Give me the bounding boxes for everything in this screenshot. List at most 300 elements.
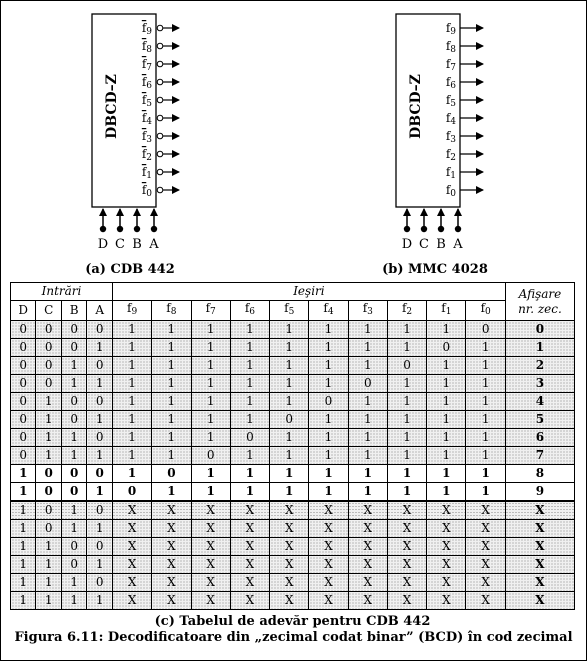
output-cell: X bbox=[466, 501, 505, 520]
input-col-header: A bbox=[87, 301, 113, 321]
chip_b-input-dot bbox=[455, 226, 461, 232]
chip_a-title: DBCD–Z bbox=[104, 74, 120, 139]
output-cell: X bbox=[427, 574, 466, 592]
input-cell: 1 bbox=[36, 556, 61, 574]
output-cell: X bbox=[191, 520, 230, 538]
input-cell: 0 bbox=[11, 411, 36, 429]
chip-cdb442 bbox=[92, 14, 179, 252]
input-cell: 1 bbox=[87, 592, 113, 610]
input-cell: 0 bbox=[87, 538, 113, 556]
output-cell: 1 bbox=[309, 465, 348, 483]
chip_a-inversion-bubble bbox=[157, 151, 163, 157]
figure-caption: Figura 6.11: Decodificatoare din „zecimal codat binar” (BCD) în cod zecimal bbox=[14, 630, 573, 645]
output-cell: X bbox=[112, 574, 151, 592]
chip_a-input-label: C bbox=[115, 237, 125, 252]
output-cell: 1 bbox=[466, 375, 505, 393]
input-cell: 0 bbox=[87, 429, 113, 447]
input-cell: 0 bbox=[61, 538, 86, 556]
input-cell: 0 bbox=[61, 411, 86, 429]
output-cell: X bbox=[309, 538, 348, 556]
output-cell: 1 bbox=[191, 483, 230, 502]
input-cell: 0 bbox=[87, 393, 113, 411]
input-cell: 0 bbox=[11, 321, 36, 339]
output-cell: X bbox=[152, 520, 191, 538]
output-cell: 1 bbox=[348, 483, 387, 502]
display-cell: 6 bbox=[505, 429, 574, 447]
chip_a-inversion-bubble bbox=[157, 133, 163, 139]
table-row bbox=[11, 574, 575, 592]
input-cell: 1 bbox=[36, 429, 61, 447]
output-cell: X bbox=[270, 592, 309, 610]
display-cell: X bbox=[505, 556, 574, 574]
output-cell: 1 bbox=[230, 321, 269, 339]
output-cell: 1 bbox=[466, 339, 505, 357]
output-cell: X bbox=[466, 592, 505, 610]
truth-table bbox=[10, 282, 575, 632]
input-cell: 1 bbox=[11, 483, 36, 502]
input-cell: 0 bbox=[36, 357, 61, 375]
chip_a-inversion-bubble bbox=[157, 169, 163, 175]
output-cell: X bbox=[112, 501, 151, 520]
output-cell: 1 bbox=[191, 465, 230, 483]
output-cell: 1 bbox=[191, 321, 230, 339]
input-cell: 0 bbox=[61, 321, 86, 339]
output-cell: 1 bbox=[348, 339, 387, 357]
table-row bbox=[11, 465, 575, 483]
output-cell: 0 bbox=[387, 357, 426, 375]
output-cell: X bbox=[387, 501, 426, 520]
output-cell: 1 bbox=[427, 411, 466, 429]
output-cell: X bbox=[230, 592, 269, 610]
input-cell: 1 bbox=[11, 465, 36, 483]
output-cell: X bbox=[152, 556, 191, 574]
output-cell: 1 bbox=[427, 465, 466, 483]
output-cell: 1 bbox=[309, 447, 348, 465]
output-cell: 0 bbox=[270, 411, 309, 429]
input-cell: 1 bbox=[61, 574, 86, 592]
table-caption: (c) Tabelul de adevăr pentru CDB 442 bbox=[154, 613, 431, 629]
output-cell: X bbox=[270, 501, 309, 520]
output-cell: 1 bbox=[309, 429, 348, 447]
output-cell: X bbox=[112, 592, 151, 610]
input-cell: 1 bbox=[11, 574, 36, 592]
output-cell: 1 bbox=[387, 375, 426, 393]
output-cell: 1 bbox=[387, 483, 426, 502]
output-cell: 1 bbox=[270, 339, 309, 357]
input-cell: 0 bbox=[11, 447, 36, 465]
input-cell: 1 bbox=[11, 592, 36, 610]
output-col-header: $\overline{f}_6$ bbox=[230, 301, 269, 321]
output-cell: 1 bbox=[427, 357, 466, 375]
output-cell: 1 bbox=[191, 411, 230, 429]
output-cell: 1 bbox=[230, 465, 269, 483]
output-cell: 1 bbox=[387, 393, 426, 411]
chip_a-inversion-bubble bbox=[157, 97, 163, 103]
output-cell: X bbox=[427, 520, 466, 538]
chip_a-output-label: f5 bbox=[141, 93, 152, 109]
output-cell: 1 bbox=[112, 447, 151, 465]
display-cell: 9 bbox=[505, 483, 574, 502]
output-cell: 1 bbox=[270, 393, 309, 411]
column-header-row bbox=[11, 301, 575, 321]
output-cell: X bbox=[152, 501, 191, 520]
chip_b-output-label: f5 bbox=[445, 93, 456, 109]
output-cell: 1 bbox=[348, 321, 387, 339]
output-cell: X bbox=[427, 501, 466, 520]
input-cell: 1 bbox=[11, 520, 36, 538]
output-cell: X bbox=[230, 574, 269, 592]
output-cell: 1 bbox=[112, 321, 151, 339]
output-cell: 1 bbox=[466, 447, 505, 465]
input-cell: 0 bbox=[36, 501, 61, 520]
input-cell: 1 bbox=[87, 556, 113, 574]
output-cell: 0 bbox=[309, 393, 348, 411]
output-cell: 1 bbox=[230, 357, 269, 375]
output-cell: X bbox=[387, 556, 426, 574]
input-cell: 0 bbox=[61, 465, 86, 483]
output-cell: X bbox=[427, 556, 466, 574]
chip_a-output-label: f7 bbox=[141, 57, 152, 73]
display-cell: 3 bbox=[505, 375, 574, 393]
input-cell: 0 bbox=[87, 574, 113, 592]
output-cell: 1 bbox=[387, 447, 426, 465]
output-cell: 1 bbox=[427, 429, 466, 447]
chip_b-output-label: f3 bbox=[445, 129, 456, 145]
output-cell: 0 bbox=[427, 339, 466, 357]
output-cell: 1 bbox=[152, 411, 191, 429]
input-cell: 0 bbox=[36, 321, 61, 339]
display-cell: X bbox=[505, 592, 574, 610]
output-cell: 1 bbox=[387, 321, 426, 339]
chip_b-input-dot bbox=[438, 226, 444, 232]
output-cell: 1 bbox=[466, 483, 505, 502]
chip_a-output-label: f9 bbox=[141, 21, 152, 37]
input-cell: 1 bbox=[36, 538, 61, 556]
output-cell: X bbox=[309, 592, 348, 610]
output-cell: X bbox=[112, 520, 151, 538]
output-cell: X bbox=[309, 574, 348, 592]
output-cell: X bbox=[466, 520, 505, 538]
caption-a: (a) CDB 442 bbox=[85, 262, 175, 277]
chip_b-input-dot bbox=[404, 226, 410, 232]
output-cell: X bbox=[309, 556, 348, 574]
chip_a-output-label: f4 bbox=[141, 111, 152, 127]
output-cell: X bbox=[191, 538, 230, 556]
input-col-header: B bbox=[61, 301, 86, 321]
output-cell: 1 bbox=[427, 321, 466, 339]
table-row bbox=[11, 393, 575, 411]
input-cell: 1 bbox=[87, 375, 113, 393]
chip_b-title: DBCD–Z bbox=[408, 74, 424, 139]
output-cell: X bbox=[191, 556, 230, 574]
chip_a-output-label: f0 bbox=[141, 183, 152, 199]
output-cell: X bbox=[387, 520, 426, 538]
output-cell: X bbox=[348, 592, 387, 610]
output-cell: X bbox=[427, 592, 466, 610]
output-cell: 1 bbox=[270, 447, 309, 465]
chip_b-input-label: C bbox=[419, 237, 429, 252]
output-cell: 1 bbox=[152, 339, 191, 357]
chip-mmc4028 bbox=[396, 14, 483, 252]
output-cell: 1 bbox=[112, 411, 151, 429]
outputs-group-header: Ieşiri bbox=[112, 283, 505, 301]
output-cell: X bbox=[191, 574, 230, 592]
input-cell: 0 bbox=[36, 375, 61, 393]
chip-diagrams bbox=[0, 0, 587, 262]
output-cell: 1 bbox=[230, 483, 269, 502]
display-cell: X bbox=[505, 574, 574, 592]
display-header-line2: nr. zec. bbox=[518, 301, 562, 316]
output-cell: 1 bbox=[112, 465, 151, 483]
output-cell: 1 bbox=[191, 357, 230, 375]
output-cell: X bbox=[348, 501, 387, 520]
chip_b-input-label: A bbox=[453, 237, 463, 252]
chip_b-output-label: f8 bbox=[445, 39, 456, 55]
input-cell: 1 bbox=[36, 592, 61, 610]
output-cell: 1 bbox=[112, 339, 151, 357]
chip_b-input-label: B bbox=[436, 237, 446, 252]
table-row bbox=[11, 411, 575, 429]
output-cell: 1 bbox=[466, 393, 505, 411]
input-cell: 0 bbox=[87, 357, 113, 375]
output-cell: X bbox=[230, 501, 269, 520]
output-col-header: $\overline{f}_9$ bbox=[112, 301, 151, 321]
input-cell: 0 bbox=[36, 520, 61, 538]
output-cell: 1 bbox=[466, 357, 505, 375]
table-row bbox=[11, 447, 575, 465]
input-col-header: D bbox=[11, 301, 36, 321]
input-cell: 0 bbox=[11, 339, 36, 357]
input-cell: 1 bbox=[36, 393, 61, 411]
chip_b-input-dot bbox=[421, 226, 427, 232]
output-cell: 1 bbox=[348, 465, 387, 483]
chip_a-output-label: f6 bbox=[141, 75, 152, 91]
output-cell: 1 bbox=[427, 483, 466, 502]
chip_b-input-label: D bbox=[401, 237, 413, 252]
output-cell: X bbox=[466, 556, 505, 574]
inputs-group-header: Intrări bbox=[11, 283, 113, 301]
input-cell: 1 bbox=[61, 520, 86, 538]
output-cell: 1 bbox=[309, 411, 348, 429]
table-row bbox=[11, 520, 575, 538]
output-cell: 1 bbox=[348, 447, 387, 465]
output-cell: X bbox=[387, 592, 426, 610]
input-cell: 1 bbox=[36, 447, 61, 465]
output-cell: 1 bbox=[112, 429, 151, 447]
output-cell: 1 bbox=[309, 339, 348, 357]
chip_b-output-label: f9 bbox=[445, 21, 456, 37]
output-cell: 1 bbox=[270, 465, 309, 483]
output-cell: X bbox=[112, 556, 151, 574]
chip_b-output-label: f2 bbox=[445, 147, 456, 163]
chip_a-input-label: D bbox=[97, 237, 109, 252]
output-cell: 1 bbox=[152, 321, 191, 339]
input-cell: 1 bbox=[87, 520, 113, 538]
output-cell: 1 bbox=[112, 357, 151, 375]
output-cell: 1 bbox=[152, 429, 191, 447]
chip_a-inversion-bubble bbox=[157, 115, 163, 121]
output-cell: X bbox=[112, 538, 151, 556]
input-cell: 0 bbox=[36, 339, 61, 357]
output-cell: 1 bbox=[230, 339, 269, 357]
input-cell: 0 bbox=[87, 501, 113, 520]
output-cell: 1 bbox=[466, 465, 505, 483]
chip_a-inversion-bubble bbox=[157, 79, 163, 85]
chip_a-inversion-bubble bbox=[157, 187, 163, 193]
input-cell: 1 bbox=[61, 357, 86, 375]
table-row bbox=[11, 429, 575, 447]
chip_a-inversion-bubble bbox=[157, 25, 163, 31]
output-cell: 1 bbox=[112, 393, 151, 411]
output-cell: 1 bbox=[309, 375, 348, 393]
input-cell: 1 bbox=[87, 447, 113, 465]
chip_a-inversion-bubble bbox=[157, 61, 163, 67]
input-cell: 1 bbox=[61, 592, 86, 610]
output-cell: X bbox=[230, 538, 269, 556]
table-row bbox=[11, 592, 575, 610]
table-row bbox=[11, 501, 575, 520]
output-cell: X bbox=[230, 520, 269, 538]
table-row bbox=[11, 538, 575, 556]
output-cell: 1 bbox=[152, 357, 191, 375]
output-cell: 1 bbox=[230, 393, 269, 411]
output-col-header: $\overline{f}_8$ bbox=[152, 301, 191, 321]
output-cell: X bbox=[270, 574, 309, 592]
display-cell: 0 bbox=[505, 321, 574, 339]
output-cell: 1 bbox=[348, 429, 387, 447]
input-cell: 1 bbox=[61, 501, 86, 520]
table-row bbox=[11, 321, 575, 339]
input-cell: 0 bbox=[87, 465, 113, 483]
output-cell: 1 bbox=[466, 429, 505, 447]
input-cell: 0 bbox=[11, 357, 36, 375]
table-row bbox=[11, 483, 575, 502]
output-cell: 1 bbox=[387, 465, 426, 483]
display-cell: 2 bbox=[505, 357, 574, 375]
output-cell: X bbox=[387, 538, 426, 556]
chip_a-output-label: f3 bbox=[141, 129, 152, 145]
output-cell: X bbox=[309, 520, 348, 538]
output-cell: 1 bbox=[270, 483, 309, 502]
output-cell: 1 bbox=[309, 483, 348, 502]
output-col-header: $\overline{f}_7$ bbox=[191, 301, 230, 321]
output-cell: 1 bbox=[152, 447, 191, 465]
output-cell: X bbox=[230, 556, 269, 574]
caption-b: (b) MMC 4028 bbox=[382, 262, 488, 277]
chip_b-output-label: f4 bbox=[445, 111, 456, 127]
input-cell: 0 bbox=[11, 393, 36, 411]
display-cell: 5 bbox=[505, 411, 574, 429]
input-cell: 0 bbox=[36, 465, 61, 483]
output-cell: 1 bbox=[270, 321, 309, 339]
output-col-header: $\overline{f}_4$ bbox=[309, 301, 348, 321]
input-cell: 1 bbox=[36, 411, 61, 429]
output-cell: 0 bbox=[466, 321, 505, 339]
output-cell: 1 bbox=[191, 339, 230, 357]
table-row bbox=[11, 357, 575, 375]
output-cell: 1 bbox=[230, 411, 269, 429]
display-cell: 7 bbox=[505, 447, 574, 465]
output-cell: X bbox=[270, 520, 309, 538]
output-cell: 1 bbox=[270, 357, 309, 375]
chip_b-output-label: f0 bbox=[445, 183, 456, 199]
output-cell: 1 bbox=[112, 375, 151, 393]
output-cell: 1 bbox=[427, 393, 466, 411]
output-cell: 0 bbox=[191, 447, 230, 465]
display-header-line1: Afişare bbox=[518, 286, 562, 301]
output-cell: 1 bbox=[387, 411, 426, 429]
output-cell: 1 bbox=[191, 429, 230, 447]
input-cell: 1 bbox=[11, 538, 36, 556]
output-cell: X bbox=[466, 574, 505, 592]
input-cell: 1 bbox=[87, 411, 113, 429]
input-cell: 1 bbox=[61, 375, 86, 393]
chip_a-input-label: A bbox=[149, 237, 159, 252]
display-cell: 4 bbox=[505, 393, 574, 411]
output-cell: X bbox=[427, 538, 466, 556]
output-cell: 0 bbox=[112, 483, 151, 502]
output-cell: X bbox=[191, 501, 230, 520]
input-cell: 0 bbox=[87, 321, 113, 339]
output-cell: 0 bbox=[152, 465, 191, 483]
chip_b-output-label: f7 bbox=[445, 57, 456, 73]
input-cell: 0 bbox=[36, 483, 61, 502]
output-cell: 1 bbox=[309, 357, 348, 375]
output-cell: 0 bbox=[230, 429, 269, 447]
input-col-header: C bbox=[36, 301, 61, 321]
output-cell: 1 bbox=[152, 483, 191, 502]
output-cell: 1 bbox=[466, 411, 505, 429]
output-col-header: $\overline{f}_1$ bbox=[427, 301, 466, 321]
chip_a-input-dot bbox=[151, 226, 157, 232]
input-cell: 1 bbox=[87, 483, 113, 502]
input-cell: 0 bbox=[61, 339, 86, 357]
output-cell: X bbox=[348, 538, 387, 556]
display-group-header bbox=[505, 283, 574, 321]
truth-table-body bbox=[11, 321, 575, 610]
table-row bbox=[11, 375, 575, 393]
input-cell: 1 bbox=[11, 501, 36, 520]
input-cell: 1 bbox=[61, 447, 86, 465]
output-cell: X bbox=[348, 574, 387, 592]
output-cell: 1 bbox=[191, 375, 230, 393]
input-cell: 1 bbox=[87, 339, 113, 357]
output-cell: 1 bbox=[427, 447, 466, 465]
output-cell: 1 bbox=[427, 375, 466, 393]
chip_a-output-label: f2 bbox=[141, 147, 152, 163]
output-cell: 1 bbox=[152, 393, 191, 411]
output-cell: 1 bbox=[270, 375, 309, 393]
output-cell: 1 bbox=[270, 429, 309, 447]
input-cell: 1 bbox=[36, 574, 61, 592]
chip_a-output-label: f1 bbox=[141, 165, 152, 181]
output-col-header: $\overline{f}_2$ bbox=[387, 301, 426, 321]
output-cell: 1 bbox=[387, 429, 426, 447]
output-cell: X bbox=[270, 538, 309, 556]
chip_a-input-label: B bbox=[132, 237, 142, 252]
output-cell: X bbox=[348, 556, 387, 574]
display-cell: X bbox=[505, 538, 574, 556]
input-cell: 0 bbox=[61, 393, 86, 411]
chip_a-inversion-bubble bbox=[157, 43, 163, 49]
output-col-header: $\overline{f}_0$ bbox=[466, 301, 505, 321]
display-cell: X bbox=[505, 501, 574, 520]
input-cell: 0 bbox=[11, 429, 36, 447]
input-cell: 1 bbox=[11, 556, 36, 574]
output-col-header: $\overline{f}_5$ bbox=[270, 301, 309, 321]
output-cell: X bbox=[466, 538, 505, 556]
input-cell: 0 bbox=[11, 375, 36, 393]
